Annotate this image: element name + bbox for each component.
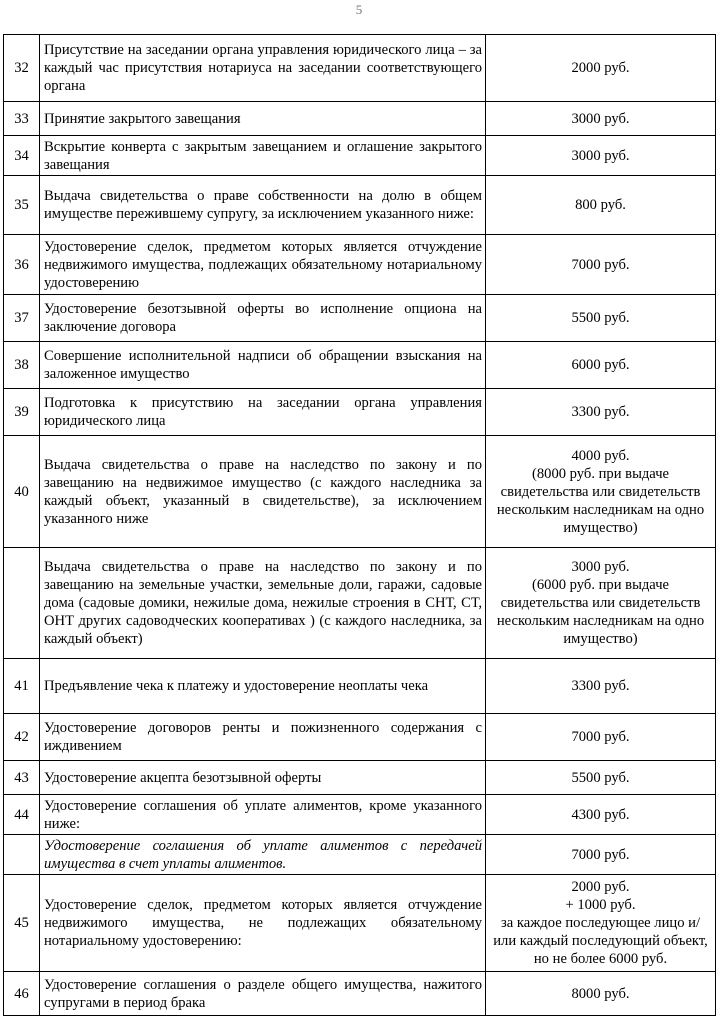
notary-fee-table: [3, 34, 716, 1016]
fee-amount: 7000 руб.: [571, 846, 630, 863]
service-description-cell: [40, 436, 486, 548]
service-description-cell: [40, 136, 486, 176]
service-description: Предъявление чека к платежу и удостоверение неоплаты чека: [44, 678, 429, 694]
row-number: 41: [4, 659, 40, 714]
service-description: Удостоверение соглашения об уплате алиментов с передачей имущества в счет уплаты алиментов.: [44, 837, 482, 872]
fee-row: [4, 102, 716, 136]
service-description: Принятие закрытого завещания: [44, 110, 241, 127]
row-number: 46: [4, 972, 40, 1016]
service-description-cell: [40, 714, 486, 761]
row-number: 38: [4, 342, 40, 389]
fee-row: [4, 389, 716, 436]
service-description-cell: [40, 875, 486, 972]
service-description-cell: [40, 761, 486, 795]
fee-amount-cell: [486, 176, 716, 235]
fee-row: [4, 436, 716, 548]
fee-row: [4, 875, 716, 972]
service-description-cell: [40, 176, 486, 235]
service-description: Выдача свидетельства о праве на наследство по закону и по завещанию на земельные участки, земельные доли, гаражи, садовые дома (садовые домики, нежилые дома, нежилые строения в СНТ, СТ, ОНТ других садоводческих кооперативах ) (с каждого наследника, за каждый объект): [44, 559, 482, 647]
fee-amount: 800 руб.: [575, 197, 626, 213]
fee-amount-cell: [486, 714, 716, 761]
row-number: 37: [4, 295, 40, 342]
page-number: 5: [355, 2, 363, 17]
fee-amount: 4300 руб.: [571, 806, 630, 823]
fee-amount-cell: [486, 102, 716, 136]
fee-row: [4, 35, 716, 102]
fee-table-body: [4, 35, 716, 1016]
service-description: Удостоверение безотзывной оферты во исполнение опциона на заключение договора: [44, 301, 482, 335]
fee-amount: 4000 руб. (8000 руб. при выдаче свидетельства или свидетельств нескольким наследникам на одно имущество): [496, 447, 705, 536]
row-number: 36: [4, 235, 40, 295]
fee-amount-cell: [486, 436, 716, 548]
fee-amount-cell: [486, 136, 716, 176]
fee-row: [4, 235, 716, 295]
fee-amount-cell: [486, 795, 716, 835]
service-description: Удостоверение соглашения об уплате алиментов, кроме указанного ниже:: [44, 797, 482, 832]
fee-amount: 5500 руб.: [571, 310, 630, 326]
fee-amount: 3000 руб. (6000 руб. при выдаче свидетельства или свидетельств нескольким наследникам на одно имущество): [496, 559, 705, 647]
fee-amount: 3000 руб.: [571, 110, 630, 127]
fee-amount-cell: [486, 835, 716, 875]
fee-row: [4, 795, 716, 835]
service-description-cell: [40, 548, 486, 659]
fee-amount-cell: [486, 875, 716, 972]
fee-row: [4, 972, 716, 1016]
fee-row: [4, 176, 716, 235]
service-description-cell: [40, 795, 486, 835]
fee-amount: 3300 руб.: [571, 404, 630, 420]
fee-row: [4, 548, 716, 659]
service-description: Присутствие на заседании органа управления юридического лица – за каждый час присутствия нотариуса на заседании соответствующего органа: [44, 42, 482, 94]
row-number: 33: [4, 102, 40, 136]
service-description: Удостоверение сделок, предметом которых является отчуждение недвижимого имущества, подлежащих обязательному нотариальному удостоверению: [44, 238, 482, 291]
fee-amount-cell: [486, 548, 716, 659]
service-description: Совершение исполнительной надписи об обращении взыскания на заложенное имущество: [44, 348, 482, 382]
service-description-cell: [40, 35, 486, 102]
fee-amount-cell: [486, 972, 716, 1016]
fee-amount: 7000 руб.: [571, 256, 630, 273]
service-description-cell: [40, 342, 486, 389]
fee-row: [4, 835, 716, 875]
fee-row: [4, 342, 716, 389]
service-description-cell: [40, 659, 486, 714]
service-description-cell: [40, 972, 486, 1016]
row-number: 40: [4, 436, 40, 548]
fee-amount: 8000 руб.: [571, 985, 630, 1002]
row-number: 44: [4, 795, 40, 835]
service-description: Выдача свидетельства о праве на наследство по закону и по завещанию на недвижимое имущество (с каждого наследника за каждый объект, указанный в свидетельстве), за исключением указанного ниже: [44, 456, 482, 527]
fee-amount-cell: [486, 235, 716, 295]
service-description: Удостоверение сделок, предметом которых является отчуждение недвижимого имущества, не подлежащих обязательному нотариальному удостоверению:: [44, 897, 482, 949]
service-description-cell: [40, 835, 486, 875]
fee-amount: 3300 руб.: [571, 678, 630, 694]
fee-amount-cell: [486, 35, 716, 102]
service-description-cell: [40, 389, 486, 436]
fee-row: [4, 295, 716, 342]
fee-row: [4, 136, 716, 176]
service-description: Вскрытие конверта с закрытым завещанием и оглашение закрытого завещания: [44, 138, 482, 173]
service-description-cell: [40, 235, 486, 295]
fee-amount: 5500 руб.: [571, 769, 630, 786]
row-number: [4, 835, 40, 875]
fee-amount-cell: [486, 389, 716, 436]
service-description-cell: [40, 295, 486, 342]
fee-amount: 2000 руб.: [571, 60, 630, 76]
fee-amount: 2000 руб. + 1000 руб. за каждое последующее лицо и/или каждый последующий объект, но не более 6000 руб.: [493, 879, 708, 967]
service-description: Выдача свидетельства о праве собственности на долю в общем имуществе пережившему супругу, за исключением указанного ниже:: [44, 188, 482, 222]
fee-amount-cell: [486, 295, 716, 342]
fee-row: [4, 659, 716, 714]
fee-amount: 7000 руб.: [571, 729, 630, 745]
row-number: 32: [4, 35, 40, 102]
fee-amount: 6000 руб.: [571, 357, 630, 373]
row-number: 34: [4, 136, 40, 176]
row-number: 43: [4, 761, 40, 795]
service-description: Удостоверение договоров ренты и пожизненного содержания с иждивением: [44, 720, 482, 754]
fee-amount-cell: [486, 761, 716, 795]
fee-amount-cell: [486, 659, 716, 714]
row-number: 42: [4, 714, 40, 761]
service-description-cell: [40, 102, 486, 136]
fee-row: [4, 714, 716, 761]
fee-row: [4, 761, 716, 795]
fee-amount-cell: [486, 342, 716, 389]
row-number: 45: [4, 875, 40, 972]
service-description: Удостоверение акцепта безотзывной оферты: [44, 769, 322, 786]
service-description: Удостоверение соглашения о разделе общего имущества, нажитого супругами в период брака: [44, 976, 482, 1011]
row-number: [4, 548, 40, 659]
service-description: Подготовка к присутствию на заседании органа управления юридического лица: [44, 395, 482, 429]
row-number: 35: [4, 176, 40, 235]
row-number: 39: [4, 389, 40, 436]
fee-amount: 3000 руб.: [571, 147, 630, 164]
